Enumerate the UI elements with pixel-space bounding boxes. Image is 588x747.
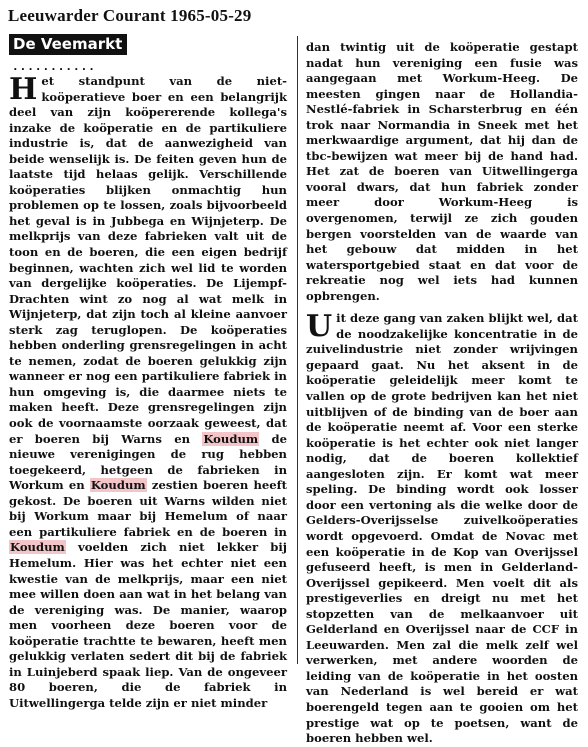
article-paragraph <box>306 311 578 746</box>
paragraph-text: zestien boeren heeft gekost. De boeren uit Warns wilden niet bij Workum maar bij Hemelum of naar een partikuliere fabriek en de boeren in <box>9 478 287 539</box>
paragraph-text: et standpunt van de niet-koöperatieve boer en een belangrijk deel van zijn koöpererende kollega's inzake de koöperatie en de partikuliere industrie is, dat de aanwezigheid van beide wenselijk is. De feiten geven hun de laatste tijd helaas gelijk. Verschillende koöperaties blijken onmachtig hun problemen op te lossen, zoals bijvoorbeeld het geval is in Jubbega en Wijnjeterp. De melkprijs van deze fabrieken valt uit de toon en de boeren, die een eigen bedrijf beginnen, wachten zich wel lid te worden van dergelijke koöperaties. De Lijempf-Drachten wint zo nog al wat melk in Wijnjeterp, dat zijn toch al kleine aanvoer sterk zag teruglopen. De koöperaties hebben onderling grensregelingen in acht te nemen, zodat de boeren gelukkig zijn wanneer er nog een partikuliere fabriek in hun omgeving is, die daarmee niets te maken heeft. Deze grensregelingen zijn ook de voornaamste oorzaak geweest, dat er boeren bij Warns en <box>9 74 287 446</box>
drop-cap: U <box>306 309 333 345</box>
drop-cap: H <box>9 72 38 107</box>
paragraph-text: de nieuwe verenigingen de rug hebben toegekeerd, hetgeen de fabrieken in Workum en <box>9 431 287 493</box>
search-highlight: Koudum <box>203 431 259 446</box>
article-column-left <box>9 74 287 711</box>
article-paragraph: dan twintig uit de koöperatie gestapt nadat hun vereniging een fusie was aangegaan met Workum-Heeg. De meesten gingen naar de Hollandia-Nestlé-fabriek in Scharsterbrug en één trok naar Normandia in Sneek met het merkwaardige argument, dat hij dan de tbc-bewijzen wat meer bij de hand had. Het zat de boeren van Uitwellingerga vooral dwars, dat hun fabriek zonder meer door Workum-Heeg is overgenomen, terwijl ze zich gouden bergen voorstelden van de waarde van het gebouw dat midden in het watersportgebied staat en dat voor de rekreatie nog wel iets had kunnen opbrengen. <box>306 40 578 303</box>
paragraph-text: it deze gang van zaken blijkt wel, dat de noodzakelijke koncentratie in de zuivelindustrie niet zonder wrijvingen gepaard gaat. Nu het aksent in de koöperatie geleidelijk meer komt te vallen op de grote bedrijven kan het niet uitblijven of de binding van de boer aan de koöperatie neemt af. Voor een sterke koöperatie is het echter ook niet langer nodig, dat de boeren kollektief aangesloten zijn. Er komt wat meer speling. De binding wordt ook losser door een vertoning als die welke door de Gelders-Overijsselse zuivelkoöperaties wordt opgevoerd. Omdat de Novac met een koöperatie in de Kop van Overijssel gefuseerd heeft, is men in Gelderland-Overijssel gepikeerd. Men voelt dit als prestigeverlies en dreigt nu met het stopzetten van de melkaanvoer uit Gelderland en Overijssel naar de CCF in Leeuwarden. Men zal die melk zelf wel verwerken, met andere woorden de leiding van de koöperatie in het oosten van Nederland is wel bereid er wat boerengeld tegen aan te gooien om het prestige wat op te poetsen, want de boeren hebben wel. <box>306 311 578 746</box>
search-highlight: Koudum <box>10 540 65 555</box>
article-paragraph <box>9 74 287 711</box>
search-highlight: Koudum <box>90 478 146 493</box>
newspaper-header: Leeuwarder Courant 1965-05-29 <box>8 6 252 25</box>
section-title: De Veemarkt <box>9 34 127 55</box>
paragraph-text: voelden zich niet lekker bij Hemelum. Hier was het echter niet een kwestie van de melkprijs, maar een niet mee willen doen aan wat in het belang van de vereniging was. De manier, waarop men voorheen deze boeren voor de koöperatie trachtte te bewaren, heeft men gelukkig verlaten sedert dit bij de fabriek in Luinjeberd spaak liep. Van de ongeveer 80 boeren, die de fabriek in Uitwellingerga telde zijn er niet minder <box>9 540 287 710</box>
column-divider <box>297 36 298 664</box>
article-column-right <box>306 40 578 747</box>
dotted-separator: ........... <box>12 60 96 73</box>
